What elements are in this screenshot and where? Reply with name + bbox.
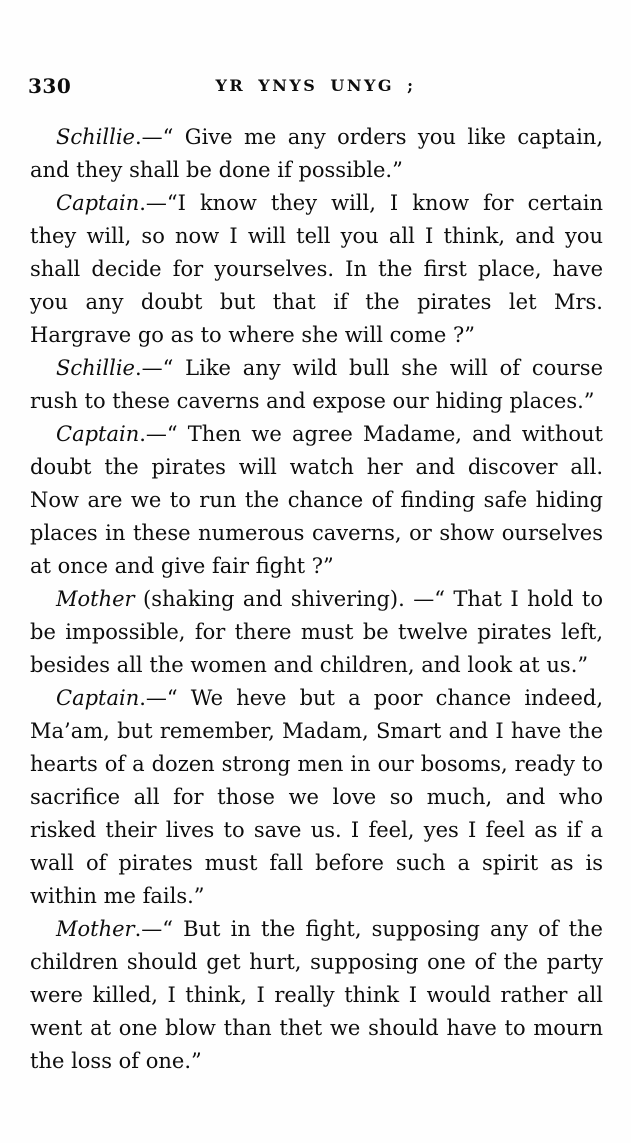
dialogue-text: .—“ But in the fight, supposing any of the children should get hurt, supposing one of the party were killed, I think, I really think I would rather all went at one blow than thet we should have to mourn the loss of one.” [30,917,603,1073]
dialogue-text: .—“ We heve but a poor chance indeed, Ma’am, but remember, Madam, Smart and I have the hearts of a dozen strong men in our bosoms, ready to sacrifice all for those we love so much, and who risked their lives to save us. I feel, yes I feel as if a wall of pirates must fall before such a spirit as is within me fails.” [30,686,603,908]
dialogue-text: .—“I know they will, I know for certain they will, so now I will tell you all I think, and you shall decide for yourselves. In the first place, have you any doubt but that if the pirates let Mrs. Hargrave go as to where she will come ?” [30,191,603,347]
page-number: 330 [28,74,72,98]
page-body [30,121,603,1078]
speaker-name: Schillie [56,125,135,149]
paragraph [30,418,603,583]
dialogue-text: .—“ Then we agree Madame, and without doubt the pirates will watch her and discover all. Now are we to run the chance of finding safe hiding places in these numerous caverns, or show ourselves at once and give fair fight ?” [30,422,603,578]
speaker-name: Mother [56,917,135,941]
paragraph [30,187,603,352]
page-header [0,74,631,98]
running-title: YR YNYS UNYG ; [215,76,416,95]
paragraph [30,682,603,913]
dialogue-text: .—“ Give me any orders you like captain, and they shall be done if possible.” [30,125,603,182]
dialogue-text: (shaking and shivering). —“ That I hold to be impossible, for there must be twelve pirates left, besides all the women and children, and look at us.” [30,587,603,677]
speaker-name: Schillie [56,356,135,380]
dialogue-text: .—“ Like any wild bull she will of course rush to these caverns and expose our hiding places.” [30,356,603,413]
speaker-name: Captain [56,686,140,710]
paragraph [30,121,603,187]
paragraph [30,352,603,418]
speaker-name: Captain [56,191,140,215]
speaker-name: Mother [56,587,135,611]
paragraph [30,913,603,1078]
paragraph [30,583,603,682]
speaker-name: Captain [56,422,140,446]
